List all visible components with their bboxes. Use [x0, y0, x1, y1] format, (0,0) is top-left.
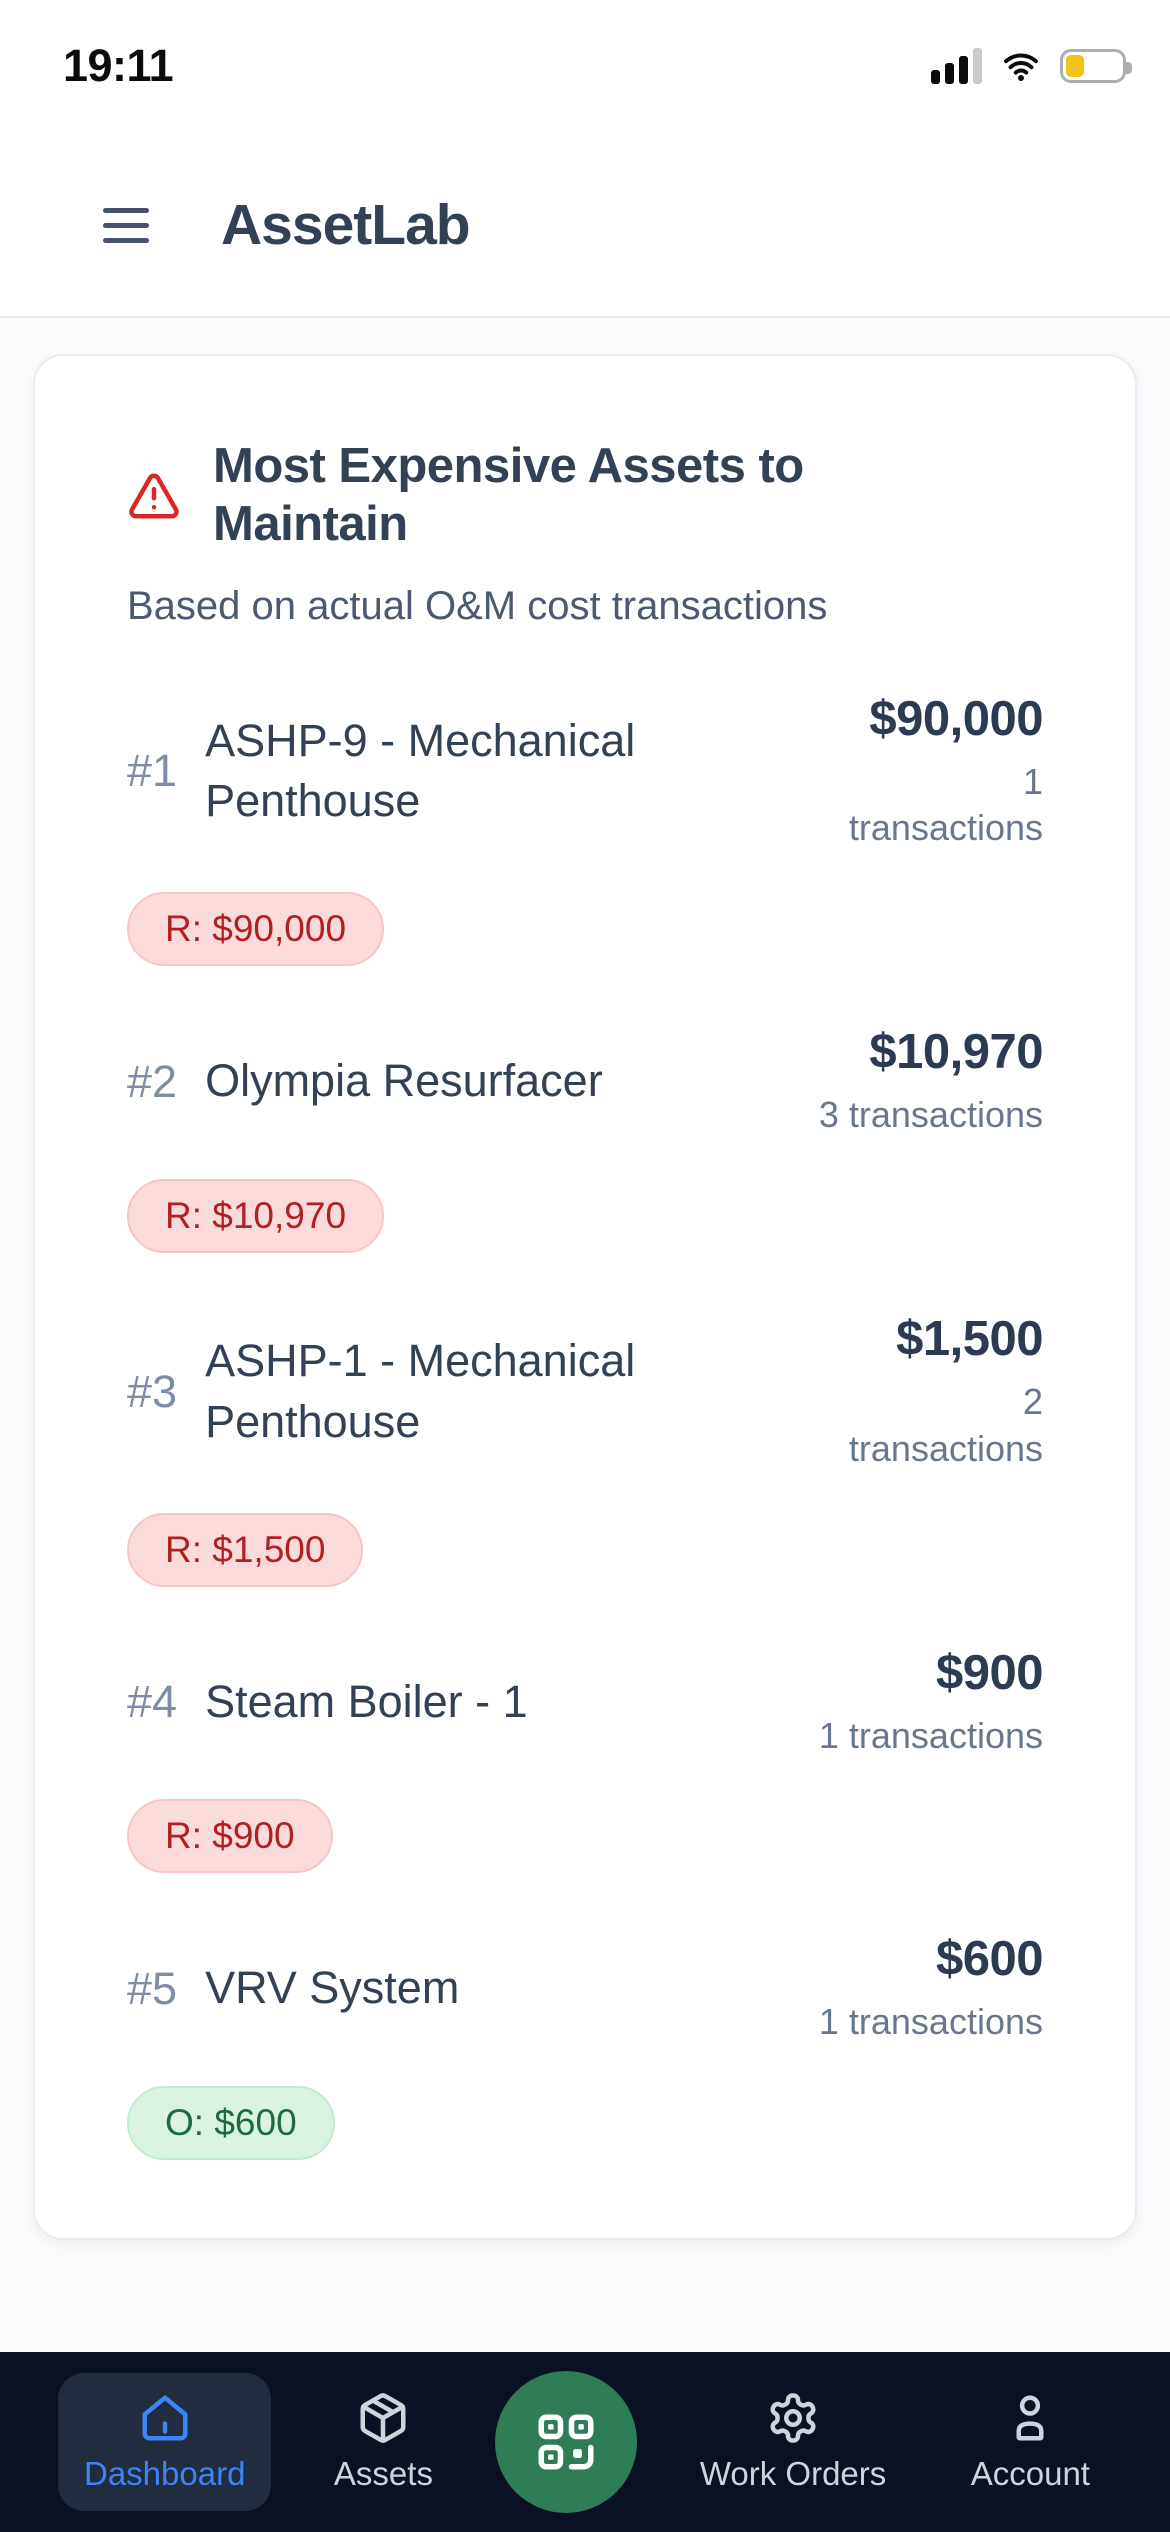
user-icon	[1003, 2391, 1057, 2445]
home-icon	[138, 2391, 192, 2445]
asset-rank: #4	[127, 1676, 178, 1727]
asset-rank: #5	[127, 1962, 178, 2014]
asset-list-item	[127, 1931, 1043, 2160]
wifi-icon	[998, 48, 1044, 84]
asset-amount: $1,500	[896, 1312, 1043, 1367]
asset-list-item	[127, 1024, 1043, 1253]
menu-button[interactable]	[103, 208, 149, 243]
nav-dashboard[interactable]	[58, 2373, 271, 2511]
expensive-assets-card	[33, 354, 1137, 2240]
asset-list-item	[127, 1645, 1043, 1874]
cost-type-badge: O: $600	[127, 2086, 335, 2160]
asset-rank: #1	[127, 745, 178, 797]
asset-list	[127, 691, 1043, 2161]
asset-name: ASHP-9 - Mechanical Penthouse	[205, 714, 636, 827]
nav-account[interactable]	[949, 2373, 1112, 2511]
main-content	[0, 318, 1170, 2352]
bottom-nav	[0, 2352, 1170, 2532]
cost-type-badge: R: $90,000	[127, 892, 384, 966]
asset-name: Olympia Resurfacer	[205, 1055, 603, 1107]
asset-transactions: 2 transactions	[848, 1381, 1044, 1469]
nav-label: Dashboard	[84, 2455, 246, 2492]
asset-name: VRV System	[205, 1962, 460, 2014]
card-title-row	[127, 438, 1043, 554]
asset-list-item	[127, 691, 1043, 967]
asset-amount: $10,970	[869, 1025, 1043, 1080]
nav-work-orders[interactable]	[678, 2373, 908, 2511]
asset-name: Steam Boiler - 1	[205, 1675, 528, 1727]
asset-rank: #2	[127, 1055, 178, 1107]
status-bar	[0, 0, 1170, 104]
card-subtitle: Based on actual O&M cost transactions	[127, 583, 828, 628]
status-icons	[931, 48, 1126, 84]
card-title: Most Expensive Assets to Maintain	[213, 439, 804, 551]
cellular-signal-icon	[931, 48, 982, 84]
alert-triangle-icon	[127, 469, 181, 523]
asset-list-item	[127, 1311, 1043, 1587]
battery-level	[1066, 55, 1084, 77]
cost-type-badge: R: $10,970	[127, 1179, 384, 1253]
app-header	[0, 104, 1170, 318]
asset-rank: #3	[127, 1365, 178, 1417]
asset-transactions: 3 transactions	[818, 1094, 1043, 1136]
nav-label: Work Orders	[699, 2455, 887, 2492]
status-time: 19:11	[63, 40, 174, 91]
asset-transactions: 1 transactions	[848, 760, 1044, 849]
gear-icon	[766, 2391, 820, 2445]
nav-assets[interactable]	[312, 2373, 455, 2511]
asset-transactions: 1 transactions	[818, 1714, 1043, 1756]
asset-amount: $900	[935, 1645, 1043, 1700]
cost-type-badge: R: $1,500	[127, 1513, 363, 1587]
asset-transactions: 1 transactions	[818, 2001, 1043, 2043]
asset-amount: $90,000	[869, 691, 1043, 746]
qr-scan-button[interactable]	[495, 2371, 637, 2513]
nav-label: Assets	[333, 2455, 433, 2492]
package-icon	[356, 2391, 410, 2445]
asset-name: ASHP-1 - Mechanical Penthouse	[205, 1335, 636, 1447]
qr-code-icon	[533, 2409, 599, 2475]
app-title: AssetLab	[221, 193, 470, 257]
cost-type-badge: R: $900	[127, 1799, 333, 1873]
battery-icon	[1060, 49, 1126, 83]
nav-label: Account	[970, 2455, 1090, 2492]
asset-amount: $600	[935, 1932, 1043, 1987]
